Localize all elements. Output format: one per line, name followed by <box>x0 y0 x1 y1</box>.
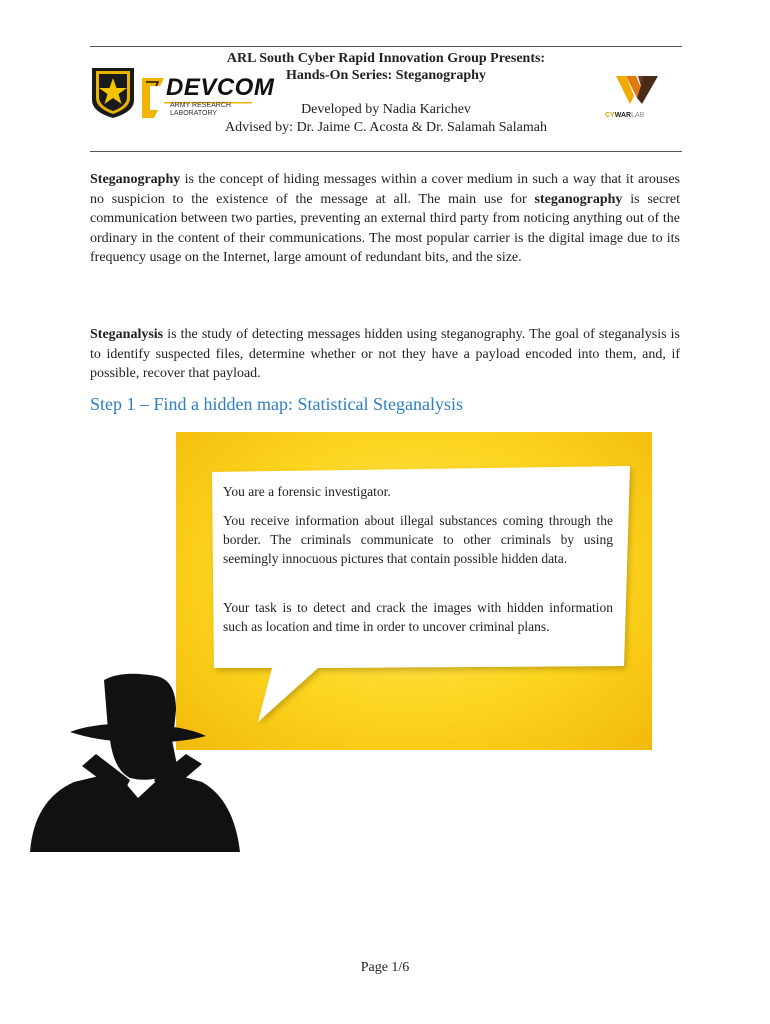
cywar-war-text: WAR <box>614 112 632 119</box>
advised-by: Advised by: Dr. Jaime C. Acosta & Dr. Salamah Salamah <box>225 120 547 135</box>
spy-silhouette-icon <box>26 670 242 860</box>
cywar-lab-text: LAB <box>631 112 645 119</box>
bubble-line-1: You are a forensic investigator. <box>223 484 391 499</box>
bubble-line-3: Your task is to detect and crack the images with hidden information such as location and time in order to uncover criminal plans. <box>223 600 613 634</box>
devcom-wordmark: DEVCOM <box>166 74 275 101</box>
steganography-term-2: steganography <box>534 191 623 207</box>
header-series: Hands-On Series: Steganography <box>286 68 486 83</box>
bubble-line-2: You receive information about illegal substances coming through the border. The criminals communicate to other criminals by using seemingly innocuous pictures that contain possible hidden data. <box>223 513 613 566</box>
header-title: ARL South Cyber Rapid Innovation Group Presents: <box>226 51 546 66</box>
developed-by: Developed by Nadia Karichev <box>301 102 471 117</box>
page-number: Page 1/6 <box>360 960 410 975</box>
steganography-term: Steganography <box>90 172 181 187</box>
devcom-subtitle-2: LABORATORY <box>170 110 218 117</box>
step-1-heading: Step 1 – Find a hidden map: Statistical Steganalysis <box>90 394 463 414</box>
analysis-text: is the study of detecting messages hidden using steganography. The goal of steganalysis is to identify suspected files, determine whether or not they have a payload encoded into them, and, if possible, recover that payload. <box>90 327 680 381</box>
intro-text-2: is secret communication between two parties, preventing an external third party from noticing anything out of the ordinary in the content of their communications. The most popular carrier is the digital image due to its frequency usage on the Internet, large amount of redundant bits, and the size. <box>90 191 680 265</box>
cywar-cy-text: CY <box>605 112 615 119</box>
steganalysis-term: Steganalysis <box>90 327 164 342</box>
devcom-subtitle-1: ARMY RESEARCH <box>170 102 231 109</box>
intro-text-1: is the concept of hiding messages within a cover medium in such a way that it arouses no suspicion to the existence of the message at all. The main use for <box>90 172 680 207</box>
